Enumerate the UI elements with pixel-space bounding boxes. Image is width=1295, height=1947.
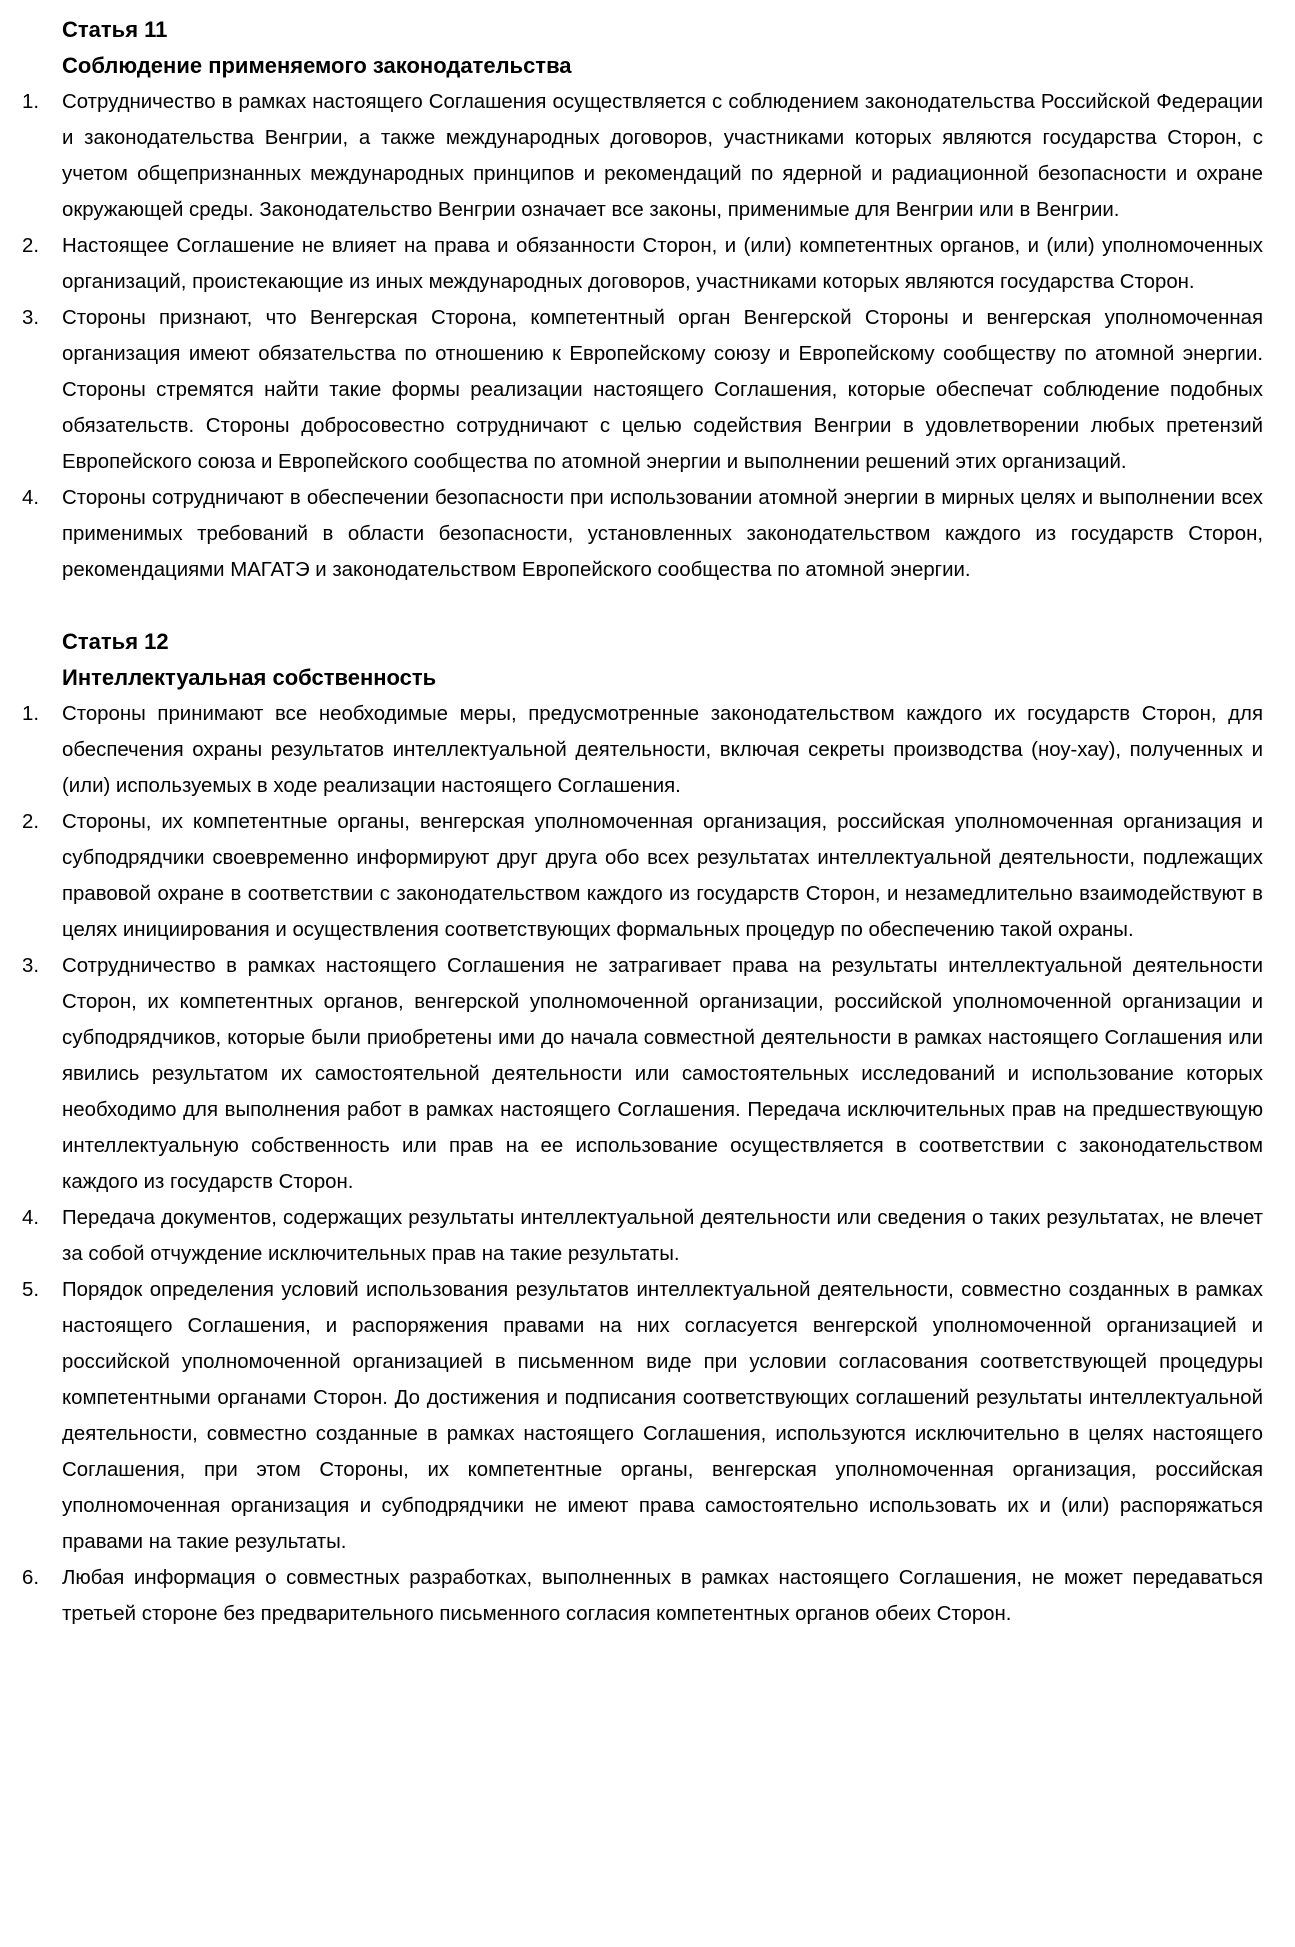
- item-number: 2.: [22, 235, 40, 257]
- list-item: [22, 228, 1263, 300]
- item-number: 2.: [22, 811, 40, 833]
- item-text: Стороны признают, что Венгерская Сторона, компетентный орган Венгерской Стороны и венгерская уполномоченная организация имеют обязательства по отношению к Европейскому союзу и Европейскому сообществу по атомной энергии. Стороны стремятся найти такие формы реализации настоящего Соглашения, которые обеспечат соблюдение подобных обязательств. Стороны добросовестно сотрудничают с целью содействия Венгрии в удовлетворении любых претензий Европейского союза и Европейского сообщества по атомной энергии и выполнении решений этих организаций.: [62, 307, 1263, 473]
- article-11: [22, 12, 1263, 588]
- list-item: [22, 696, 1263, 804]
- article-title: Интеллектуальная собственность: [62, 665, 437, 690]
- item-text: Сотрудничество в рамках настоящего Соглашения не затрагивает права на результаты интеллектуальной деятельности Сторон, их компетентных органов, венгерской уполномоченной организации, российской уполномоченной организации и субподрядчиков, которые были приобретены ими до начала совместной деятельности в рамках настоящего Соглашения или явились результатом их самостоятельной деятельности или самостоятельных исследований и использование которых необходимо для выполнения работ в рамках настоящего Соглашения. Передача исключительных прав на предшествующую интеллектуальную собственность или прав на ее использование осуществляется в соответствии с законодательством каждого из государств Сторон.: [62, 955, 1263, 1193]
- list-item: [22, 300, 1263, 480]
- article-number: Статья 12: [62, 629, 169, 654]
- item-number: 3.: [22, 307, 40, 329]
- item-number: 4.: [22, 487, 40, 509]
- item-text: Стороны, их компетентные органы, венгерская уполномоченная организация, российская уполномоченная организация и субподрядчики своевременно информируют друг друга обо всех результатах интеллектуальной деятельности, подлежащих правовой охране в соответствии с законодательством каждого из государств Сторон, и незамедлительно взаимодействуют в целях инициирования и осуществления соответствующих формальных процедур по обеспечению такой охраны.: [62, 811, 1263, 941]
- list-item: [22, 1200, 1263, 1272]
- item-text: Передача документов, содержащих результаты интеллектуальной деятельности или сведения о таких результатах, не влечет за собой отчуждение исключительных прав на такие результаты.: [62, 1207, 1263, 1265]
- item-text: Настоящее Соглашение не влияет на права и обязанности Сторон, и (или) компетентных органов, и (или) уполномоченных организаций, проистекающие из иных международных договоров, участниками которых являются государства Сторон.: [62, 235, 1263, 293]
- item-number: 3.: [22, 955, 40, 977]
- article-title: Соблюдение применяемого законодательства: [62, 53, 572, 78]
- item-number: 1.: [22, 91, 40, 113]
- item-text: Стороны принимают все необходимые меры, предусмотренные законодательством каждого их государств Сторон, для обеспечения охраны результатов интеллектуальной деятельности, включая секреты производства (ноу-хау), полученных и (или) используемых в ходе реализации настоящего Соглашения.: [62, 703, 1263, 797]
- article-12: [22, 624, 1263, 1632]
- item-text: Сотрудничество в рамках настоящего Соглашения осуществляется с соблюдением законодательства Российской Федерации и законодательства Венгрии, а также международных договоров, участниками которых являются государства Сторон, с учетом общепризнанных международных принципов и рекомендаций по ядерной и радиационной безопасности и охране окружающей среды. Законодательство Венгрии означает все законы, применимые для Венгрии или в Венгрии.: [62, 91, 1263, 221]
- list-item: [22, 480, 1263, 588]
- item-text: Стороны сотрудничают в обеспечении безопасности при использовании атомной энергии в мирных целях и выполнении всех применимых требований в области безопасности, установленных законодательством каждого из государств Сторон, рекомендациями МАГАТЭ и законодательством Европейского сообщества по атомной энергии.: [62, 487, 1263, 581]
- item-text: Порядок определения условий использования результатов интеллектуальной деятельности, совместно созданных в рамках настоящего Соглашения, и распоряжения правами на них согласуется венгерской уполномоченной организацией и российской уполномоченной организацией в письменном виде при условии согласования соответствующей процедуры компетентными органами Сторон. До достижения и подписания соответствующих соглашений результаты интеллектуальной деятельности, совместно созданные в рамках настоящего Соглашения, используются исключительно в целях настоящего Соглашения, при этом Стороны, их компетентные органы, венгерская уполномоченная организация, российская уполномоченная организация и субподрядчики не имеют права самостоятельно использовать их и (или) распоряжаться правами на такие результаты.: [62, 1279, 1263, 1553]
- item-number: 4.: [22, 1207, 40, 1229]
- article-items: [22, 84, 1263, 588]
- list-item: [22, 84, 1263, 228]
- article-items: [22, 696, 1263, 1632]
- article-number: Статья 11: [62, 17, 168, 42]
- list-item: [22, 804, 1263, 948]
- list-item: [22, 1272, 1263, 1560]
- list-item: [22, 948, 1263, 1200]
- item-number: 5.: [22, 1279, 40, 1301]
- item-number: 1.: [22, 703, 40, 725]
- item-text: Любая информация о совместных разработках, выполненных в рамках настоящего Соглашения, не может передаваться третьей стороне без предварительного письменного согласия компетентных органов обеих Сторон.: [62, 1567, 1263, 1625]
- list-item: [22, 1560, 1263, 1632]
- item-number: 6.: [22, 1567, 40, 1589]
